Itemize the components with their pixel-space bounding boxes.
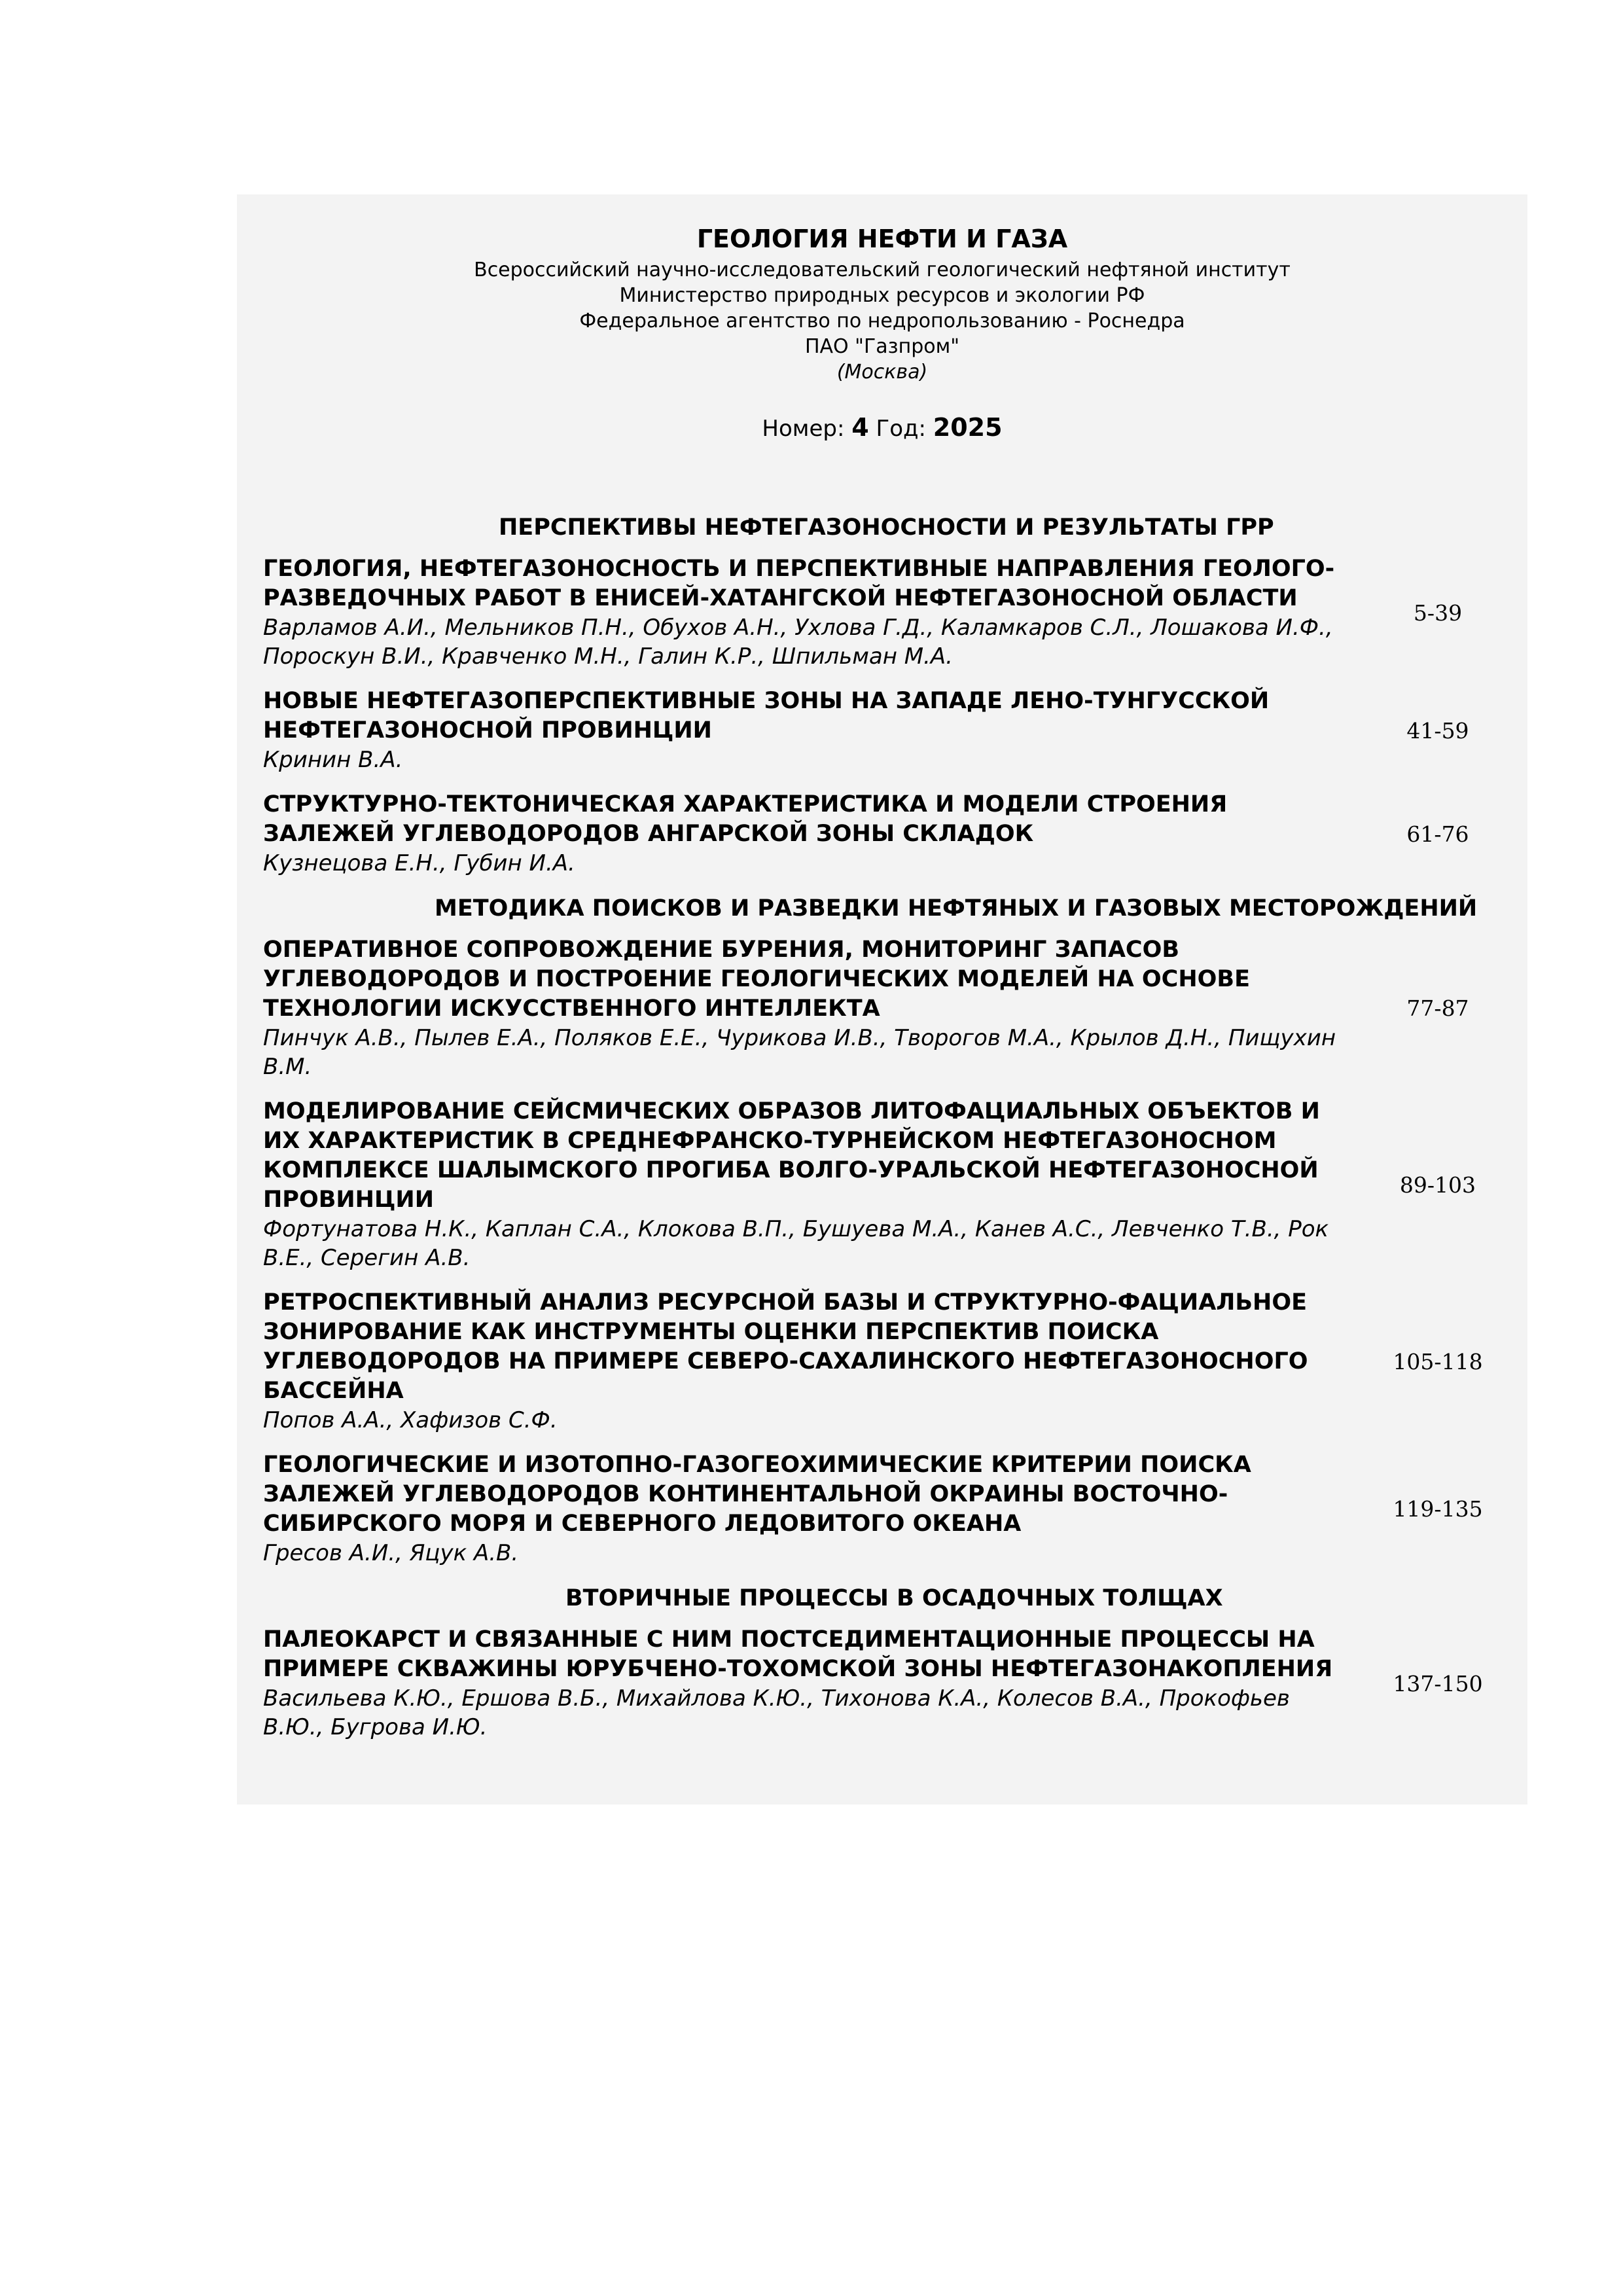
journal-city: (Москва) (836, 361, 928, 384)
article-authors: Кузнецова Е.Н., Губин И.А. (263, 850, 575, 876)
article-pages: 137-150 (1393, 1670, 1483, 1696)
article-entry[interactable] (263, 554, 1507, 671)
publisher-line: Министерство природных ресурсов и экологии РФ (619, 284, 1145, 307)
article-authors: Кринин В.А. (263, 747, 403, 773)
article-entry[interactable] (263, 935, 1507, 1081)
article-pages: 119-135 (1393, 1496, 1483, 1522)
article-pages: 105-118 (1393, 1348, 1483, 1374)
article-title-link[interactable]: МОДЕЛИРОВАНИЕ СЕЙСМИЧЕСКИХ ОБРАЗОВ ЛИТОФАЦИАЛЬНЫХ ОБЪЕКТОВ И ИХ ХАРАКТЕРИСТИК В СРЕДНЕФРАНСКО-ТУРНЕЙСКОМ НЕФТЕГАЗОНОСНОМ КОМПЛЕКСЕ ШАЛЫМСКОГО ПРОГИБА ВОЛГО-УРАЛЬСКОЙ НЕФТЕГАЗОНОСНОЙ ПРОВИНЦИИ (263, 1098, 1320, 1213)
article-entry[interactable] (263, 790, 1507, 878)
article-entry[interactable] (263, 1625, 1507, 1742)
article-pages: 77-87 (1406, 996, 1469, 1021)
issue-number: 4 (851, 413, 869, 442)
article-title-link[interactable]: НОВЫЕ НЕФТЕГАЗОПЕРСПЕКТИВНЫЕ ЗОНЫ НА ЗАПАДЕ ЛЕНО-ТУНГУССКОЙ НЕФТЕГАЗОНОСНОЙ ПРОВИНЦИИ (263, 688, 1270, 744)
article-title-link[interactable]: РЕТРОСПЕКТИВНЫЙ АНАЛИЗ РЕСУРСНОЙ БАЗЫ И СТРУКТУРНО-ФАЦИАЛЬНОЕ ЗОНИРОВАНИЕ КАК ИНСТРУМЕНТЫ ОЦЕНКИ ПЕРСПЕКТИВ ПОИСКА УГЛЕВОДОРОДОВ НА ПРИМЕРЕ СЕВЕРО-САХАЛИНСКОГО НЕФТЕГАЗОНОСНОГО БАССЕЙНА (263, 1289, 1308, 1404)
article-authors: Варламов А.И., Мельников П.Н., Обухов А.Н., Ухлова Г.Д., Каламкаров С.Л., Лошакова И.Ф., Пороскун В.И., Кравченко М.Н., Галин К.Р., Шпильман М.А. (263, 615, 1333, 670)
article-pages: 41-59 (1406, 717, 1469, 744)
article-entry[interactable] (263, 1097, 1507, 1272)
publisher-line: Федеральное агентство по недропользованию - Роснедра (579, 310, 1185, 332)
publisher-line: Всероссийский научно-исследовательский геологический нефтяной институт (474, 259, 1291, 281)
article-pages: 5-39 (1413, 600, 1463, 626)
article-authors: Фортунатова Н.К., Каплан С.А., Клокова В.П., Бушуева М.А., Канев А.С., Левченко Т.В., Рок В.Е., Серегин А.В. (263, 1216, 1329, 1271)
article-title-link[interactable]: ОПЕРАТИВНОЕ СОПРОВОЖДЕНИЕ БУРЕНИЯ, МОНИТОРИНГ ЗАПАСОВ УГЛЕВОДОРОДОВ И ПОСТРОЕНИЕ ГЕОЛОГИЧЕСКИХ МОДЕЛЕЙ НА ОСНОВЕ ТЕХНОЛОГИИ ИСКУССТВЕННОГО ИНТЕЛЛЕКТА (263, 937, 1250, 1022)
article-authors: Попов А.А., Хафизов С.Ф. (263, 1407, 558, 1433)
article-pages: 89-103 (1399, 1172, 1476, 1198)
issue-info (237, 411, 1527, 445)
section-heading: МЕТОДИКА ПОИСКОВ И РАЗВЕДКИ НЕФТЯНЫХ И ГАЗОВЫХ МЕСТОРОЖДЕНИЙ (435, 895, 1478, 922)
table-of-contents (263, 509, 1507, 1757)
article-entry[interactable] (263, 687, 1507, 774)
article-authors: Гресов А.И., Яцук А.В. (263, 1540, 519, 1566)
article-authors: Пинчук А.В., Пылев Е.А., Поляков Е.Е., Чурикова И.В., Творогов М.А., Крылов Д.Н., Пищухин В.М. (263, 1025, 1336, 1080)
journal-header (237, 221, 1527, 445)
article-title-link[interactable]: СТРУКТУРНО-ТЕКТОНИЧЕСКАЯ ХАРАКТЕРИСТИКА И МОДЕЛИ СТРОЕНИЯ ЗАЛЕЖЕЙ УГЛЕВОДОРОДОВ АНГАРСКОЙ ЗОНЫ СКЛАДОК (263, 791, 1228, 847)
article-authors: Васильева К.Ю., Ершова В.Б., Михайлова К.Ю., Тихонова К.А., Колесов В.А., Прокофьев В.Ю., Бугрова И.Ю. (263, 1685, 1290, 1740)
article-entry[interactable] (263, 1288, 1507, 1435)
publisher-line: ПАО "Газпром" (804, 335, 960, 358)
contents-panel (237, 194, 1527, 1804)
issue-label: Номер: (762, 416, 845, 442)
article-title-link[interactable]: ГЕОЛОГИЯ, НЕФТЕГАЗОНОСНОСТЬ И ПЕРСПЕКТИВНЫЕ НАПРАВЛЕНИЯ ГЕОЛОГО-РАЗВЕДОЧНЫХ РАБОТ В ЕНИСЕЙ-ХАТАНГСКОЙ НЕФТЕГАЗОНОСНОЙ ОБЛАСТИ (263, 556, 1335, 611)
journal-title: ГЕОЛОГИЯ НЕФТИ И ГАЗА (696, 224, 1068, 253)
article-title-link[interactable]: ПАЛЕОКАРСТ И СВЯЗАННЫЕ С НИМ ПОСТСЕДИМЕНТАЦИОННЫЕ ПРОЦЕССЫ НА ПРИМЕРЕ СКВАЖИНЫ ЮРУБЧЕНО-ТОХОМСКОЙ ЗОНЫ НЕФТЕГАЗОНАКОПЛЕНИЯ (263, 1626, 1333, 1682)
section-heading: ПЕРСПЕКТИВЫ НЕФТЕГАЗОНОСНОСТИ И РЕЗУЛЬТАТЫ ГРР (499, 514, 1274, 541)
article-entry[interactable] (263, 1450, 1507, 1568)
issue-year: 2025 (933, 413, 1003, 442)
article-title-link[interactable]: ГЕОЛОГИЧЕСКИЕ И ИЗОТОПНО-ГАЗОГЕОХИМИЧЕСКИЕ КРИТЕРИИ ПОИСКА ЗАЛЕЖЕЙ УГЛЕВОДОРОДОВ КОНТИНЕНТАЛЬНОЙ ОКРАИНЫ ВОСТОЧНО-СИБИРСКОГО МОРЯ И СЕВЕРНОГО ЛЕДОВИТОГО ОКЕАНА (263, 1452, 1251, 1537)
article-pages: 61-76 (1406, 821, 1469, 847)
section-heading: ВТОРИЧНЫЕ ПРОЦЕССЫ В ОСАДОЧНЫХ ТОЛЩАХ (565, 1585, 1223, 1611)
year-label: Год: (876, 416, 926, 442)
